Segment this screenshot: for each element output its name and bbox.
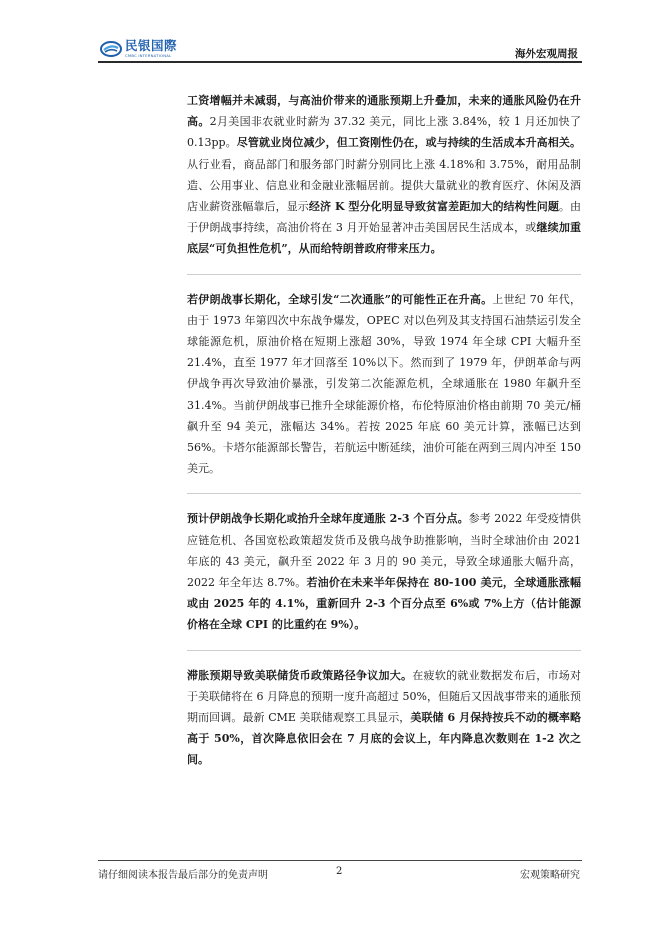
- paragraph-text: 参考 2022 年受疫情供应链危机、各国宽松政策超发货币及俄乌战争助推影响，当时全球油价由 2021 年底的 43 美元，飙升至 2022 年 3 月的 90 美元，导致全球通胀大幅升高，2022 年全年达 8.7%。: [187, 512, 581, 590]
- paragraph-wage-growth: [187, 90, 581, 260]
- section-divider: [187, 493, 581, 494]
- paragraph-text: 上世纪 70 年代，由于 1973 年第四次中东战争爆发，OPEC 对以色列及其支持国石油禁运引发全球能源危机，原油价格在短期上涨超 30%，导致 1974 年全球 CPI 大幅升至 21.4%，直至 1977 年才回落至 10%以下。然而到了 1979 年，伊朗革命与两伊战争再次导致油价暴涨，引发第二次能源危机，全球通胀在 1980 年飙升至 31.4%。当前伊朗战事已推升全球能源价格，布伦特原油价格由前期 70 美元/桶飙升至 94 美元，涨幅达 34%。若按 2025 年底 60 美元计算，涨幅已达到 56%。卡塔尔能源部长警告，若航运中断延续，油价可能在两到三周内冲至 150 美元。: [187, 292, 581, 476]
- paragraph-bold: 若油价在未来半年保持在 80-100 美元，全球通胀涨幅或由 2025 年的 4.1%，重新回升 2-3 个百分点至 6%或 7%上方（估计能源价格在全球 CPI 的比重约在 9%）。: [187, 576, 581, 632]
- paragraph-inflation-forecast: [187, 508, 581, 635]
- paragraph-lead-bold: 预计伊朗战争长期化或抬升全球年度通胀 2-3 个百分点。: [187, 512, 469, 526]
- footer-divider: [98, 860, 582, 861]
- paragraph-bold: 经济 K 型分化明显导致贫富差距加大的结构性问题: [308, 200, 559, 214]
- paragraph-lead-bold: 若伊朗战事长期化，全球引发“二次通胀”的可能性正在升高。: [187, 292, 493, 306]
- logo-mark-icon: [100, 41, 122, 57]
- footer-department: 宏观策略研究: [520, 870, 580, 881]
- paragraph-bold: 继续加重底层“可负担性危机”，从而给特朗普政府带来压力。: [187, 221, 581, 256]
- report-body: [187, 90, 581, 785]
- header-divider: [98, 61, 582, 63]
- paragraph-text: 。由于伊朗战事持续，高油价将在 3 月开始显著冲击美国居民生活成本，或: [187, 200, 582, 235]
- paragraph-secondary-inflation: [187, 289, 581, 480]
- logo-chinese-text: 民银国際: [125, 38, 178, 53]
- paragraph-text: 从行业看，商品部门和服务部门时薪分别同比上涨 4.18%和 3.75%，耐用品制造、公用事业、信息业和金融业涨幅居前。提供大量就业的教育医疗、休闲及酒店业薪资涨幅靠后，显示: [187, 157, 581, 214]
- paragraph-bold: 尽管就业岗位减少，但工资刚性仍在，或与持续的生活成本升高相关。: [236, 136, 582, 150]
- paragraph-bold: 美联储 6 月保持按兵不动的概率略高于 50%，首次降息依旧会在 7 月底的会议上，年内降息次数则在 1-2 次之间。: [187, 711, 582, 767]
- logo-english-text: CMBC INTERNATIONAL: [125, 52, 172, 58]
- paragraph-text: 2月美国非农就业时薪为 37.32 美元，同比上涨 3.84%，较 1 月还加快了 0.13pp。: [187, 115, 582, 150]
- section-divider: [187, 650, 581, 651]
- paragraph-text: 在疲软的就业数据发布后，市场对于美联储将在 6 月降息的预期一度升高超过 50%，但随后又因战事带来的通胀预期而回调。最新 CME 美联储观察工具显示，: [187, 668, 582, 725]
- section-divider: [187, 274, 581, 275]
- paragraph-fed-policy: [187, 665, 581, 771]
- page-number: 2: [336, 866, 343, 877]
- company-logo: [100, 40, 177, 57]
- paragraph-lead-bold: 滞胀预期导致美联储货币政策路径争议加大。: [187, 668, 413, 682]
- paragraph-lead-bold: 工资增幅并未减弱，与高油价带来的通胀预期上升叠加，未来的通胀风险仍在升高。: [187, 94, 581, 129]
- page-header: [0, 0, 662, 70]
- footer-disclaimer: 请仔细阅读本报告最后部分的免责声明: [98, 870, 268, 881]
- report-title: 海外宏观周报: [515, 48, 578, 60]
